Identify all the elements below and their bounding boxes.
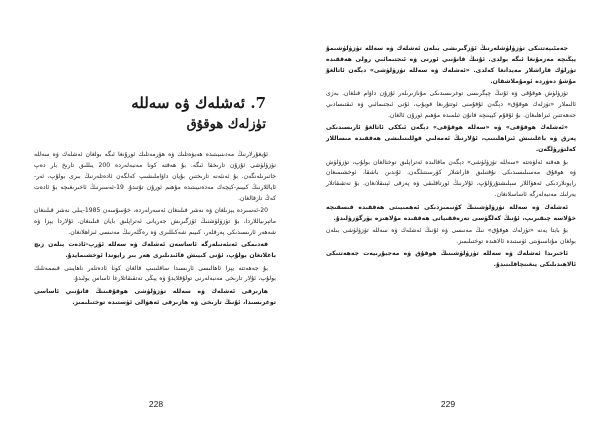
paragraph-bold: ئەشلەك ۋە سەللە تۈزۈلۈشىنىڭ كۈنىمىزدىكى ئەھمىيىتى ھەققىدە قىسقىچە خۇلاسە چىقىرىپ، ئۇنىڭ كەلگۈسى تەرەققىياتى ھەققىدە مۇلاھىزە يۈرگۈزۈلىدۇ.: [326, 203, 576, 222]
chapter-title: 7. ئەشلەك ۋە سەللە: [131, 94, 266, 112]
page-number: 228: [148, 399, 164, 409]
paragraph-bold: قەدىمكى ئەنئەنىلەرگە ئاساسەن ئەشلەك ۋە سەللە ئۆرپ-ئادەت بىلەن زىچ باغلانغان بولۇپ، ئۇنى كىيىش قائىدىلىرى ھەر بىر رايوندا ئوخشىمايدۇ.: [34, 241, 276, 260]
right-text-column: [326, 44, 576, 273]
right-page: [300, 0, 600, 424]
paragraph: بۇ جەھەتتە يېزا ئاھالىسى ئارىسىدا ساقلىنىپ قالغان كونا ئادەتلەر ناھايىتى قىممەتلىك بولۇپ، ئۇلار تارىخى مەنبەلەرنى تولۇقلايدۇ ۋە يېڭى تەتقىقاتلارغا ئاساس بولىدۇ.: [34, 264, 276, 283]
paragraph: بۇ ھەقتە ئەلۋەتتە «سەللە تۈزۈلۈشى» دېگەن ماقالىدە ئەتراپلىق توختالغان بولۇپ، تۈزۈلۈش ۋە ھوقۇق مەسىلىسىدىكى نۇقتىلىق قاراشلار كۆرسىتىلگەن. ئۇندىن باشقا، ئوخشىمىغان رايونلاردىكى ئەھۋاللار سېلىشتۇرۇلۇپ، ئۇلارنىڭ ئورتاقلىقى ۋە پەرقى ئېنىقلانغان. بۇ تەتقىقاتلار يەرلىك مەنبەلەرگە ئاساسلانغان.: [326, 158, 576, 199]
paragraph: بۇ بابتا يەنە «تۈزلەك ھوقۇق» نىڭ مەنىسى ۋە ئۇنىڭ ئەشلەك ۋە سەللە تۈزۈلۈشى بىلەن بولغان مۇناسىۋىتى ئۈستىدە ئالاھىدە توختىلىمىز.: [326, 227, 576, 245]
left-text-column: [34, 150, 276, 310]
paragraph-bold: جەمئىيەتتىكى تۈزۈلۈشلەرنىڭ ئۆزگىرىشى بىلەن ئەشلەك ۋە سەللە تۈزۈلۈشىمۇ يېڭىچە مەزمۇنغا ئىگە بولدى. ئۇنىڭ قانۇنىي ئورنى ۋە ئىجتىمائىي رولى ھەققىدە تۈرلۈك قاراشلار مەيدانغا كەلدى. «ئەشلەك ۋە سەللە تۈزۈلۈشى» دېگەن ئاتالغۇ مۇشۇ دەۋردە ئومۇملاشقان.: [326, 45, 576, 85]
chapter-subtitle: تۈزلەك ھوقۇق: [186, 117, 266, 132]
paragraph-bold: ئاخىرىدا ئەشلەك ۋە سەللە تۈزۈلۈشىنىڭ ھوقۇق ۋە مەجبۇرىيەت جەھەتتىكى ئالاھىدىلىكى يىغىنچاقلىنىدۇ.: [326, 250, 576, 269]
paragraph: ئۇيغۇرلارنىڭ مەدىنىيىتىدە ھەيۋەتلىك ۋە ھۆرمەتلىك ئورۇنغا ئىگە بولغان ئەشلەك ۋە سەللە تۈزۈلۈشى ئۇزۇن تارىخقا ئىگە. بۇ ھەقتە كونا مەنبەلەردە 200 يىللىق تارىخ بار دەپ خاتىرىلەنگەن. بۇ ئەنئەنە تارىختىن بۇيان داۋاملىشىپ كەلگەن ئادەتلەرنىڭ بىرى بولۇپ، ئەر-ئاياللارنىڭ كىيىم-كېچەك مەدەنىيىتىدە مۇھىم ئورۇن تۇتىدۇ. 19-ئەسىرنىڭ ئاخىرىغىچە بۇ ئادەت كەڭ تارقالغان.: [34, 151, 276, 202]
paragraph: 20-ئەسىردە يېزىلغان ۋە نەشر قىلىنغان ئەسەرلەردە، خۇسۇسەن 1985-يىلى نەشر قىلىنغان ماتېرىياللاردا، بۇ تۈزۈلۈشنىڭ ئۆزگىرىش جەريانى ئەتراپلىق بايان قىلىنغان. ئۇلاردا يېزا ۋە شەھەر ئارىسىدىكى پەرقلەر، كىيىم شەكىللىرى ۋە رەڭلەرنىڭ مەنىسى ئىزاھلانغان.: [34, 207, 276, 236]
paragraph-bold: ھازىرقى ئەشلەك ۋە سەللە تۈزۈلۈشى ھوقۇقىنىڭ قانۇنىي ئاساسى توغرىسىدا، ئۇنىڭ تارىخى ۋە ھازىرقى ئەھۋالى ئۈستىدە توختىلىمىز.: [34, 287, 276, 306]
page-number: 229: [440, 399, 456, 409]
paragraph-bold: «ئەشلەك ھوقۇقى» ۋە «سەللە ھوقۇقى» دېگەن ئىككى ئاتالغۇ ئارىسىدىكى پەرق ۋە باغلىنىش ئىزاھلىنىپ، ئۇلارنىڭ ئەمەلىي قوللىنىلىشى ھەققىدە مىساللار كەلتۈرۈلگەن.: [326, 124, 576, 154]
paragraph: تۈزۈلۈش ھوقۇقى ۋە ئۇنىڭ چېگرىسى توغرىسىدىكى مۇنازىرىلەر ئۇزۇن داۋام قىلغان. بەزى ئالىملار «تۈزلەك ھوقۇق» دېگەن ئۇقۇمنى ئوتتۇرىغا قويۇپ، ئۇنى ئىجتىمائىي ۋە ئىقتىسادىي جەھەتتىن ئىزاھلىغان. بۇ ئۇقۇم كېيىنچە قانۇن ئىلمىدە مۇھىم ئورۇن ئالغان.: [326, 90, 576, 119]
chapter-heading: [116, 92, 266, 136]
